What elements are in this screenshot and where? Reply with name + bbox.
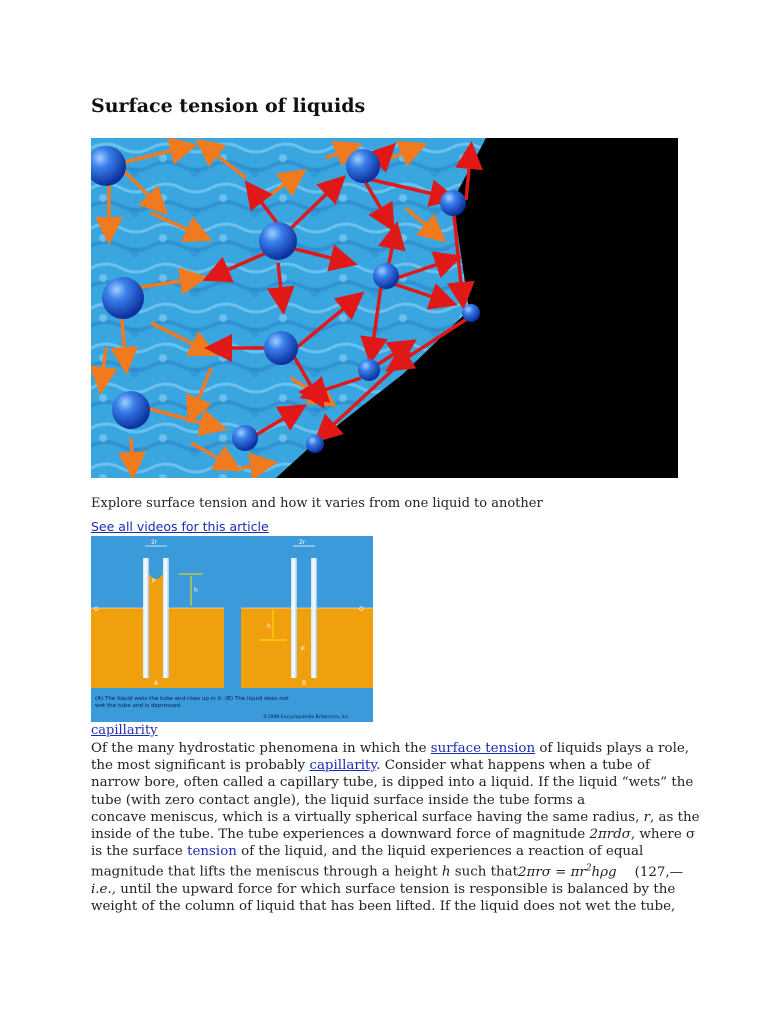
body-line: inside of the tube. The tube experiences a downward force of magnitude 2πrdσ, where σ [91, 827, 696, 843]
capillarity-diagram [91, 536, 373, 722]
figure-copyright: ©1998 Encyclopaedia Britannica, Inc. [263, 715, 350, 720]
tension-term[interactable]: tension [187, 844, 237, 860]
body-line: i.e., until the upward force for which surface tension is responsible is balanced by the [91, 882, 676, 898]
surface-tension-illustration[interactable] [91, 138, 678, 478]
article-body [91, 740, 700, 916]
right-letter-label: B [302, 680, 307, 687]
left-width-label: 2r [151, 539, 158, 546]
right-point-label: P [301, 646, 305, 653]
body-line: Of the many hydrostatic phenomena in which the surface tension of liquids plays a role, [91, 741, 690, 756]
figure-caption-line2: wet the tube and is depressed. [95, 703, 182, 709]
body-line: the most significant is probably capillarity. Consider what happens when a tube of [91, 758, 650, 774]
body-line: weight of the column of liquid that has been lifted. If the liquid does not wet the tube, [91, 899, 676, 915]
left-origin-label: O [94, 606, 99, 613]
equation-number: (127,— [634, 864, 684, 880]
body-line: narrow bore, often called a capillary tube, is dipped into a liquid. If the liquid “wets” the [91, 775, 694, 791]
body-line: tube (with zero contact angle), the liquid surface inside the tube forms a [91, 792, 586, 808]
capillarity-link[interactable]: capillarity [309, 758, 377, 774]
video-caption: Explore surface tension and how it varies from one liquid to another [91, 496, 543, 511]
left-height-label: h [194, 587, 198, 594]
body-line: concave meniscus, which is a virtually spherical surface having the same radius, r, as the [91, 809, 700, 825]
surface-tension-link[interactable]: surface tension [430, 741, 536, 756]
left-letter-label: A [154, 680, 159, 687]
capillary-equation: $2\pi r\sigma = \pi r^2h\rho g$ [518, 863, 617, 880]
figure-caption-line1: (A) The liquid wets the tube and rises up in it. (B) The liquid does not [95, 696, 289, 702]
body-line: is the surface tension of the liquid, and the liquid experiences a reaction of equal [91, 844, 644, 860]
capillarity-figure[interactable] [91, 536, 373, 722]
see-all-videos-link[interactable]: See all videos for this article [91, 519, 269, 534]
article-title: Surface tension of liquids [91, 95, 366, 117]
right-origin-label: O [359, 606, 364, 613]
left-point-label: P [152, 578, 156, 585]
molecule-network-graphic [91, 138, 678, 478]
body-line: magnitude that lifts the meniscus through a height h such that2πrσ = $\pi r^2h\rho g$ (127,— [91, 863, 684, 880]
right-height-label: h [267, 623, 271, 630]
right-width-label: 2r [299, 539, 306, 546]
capillarity-figure-link[interactable]: capillarity [91, 723, 158, 738]
